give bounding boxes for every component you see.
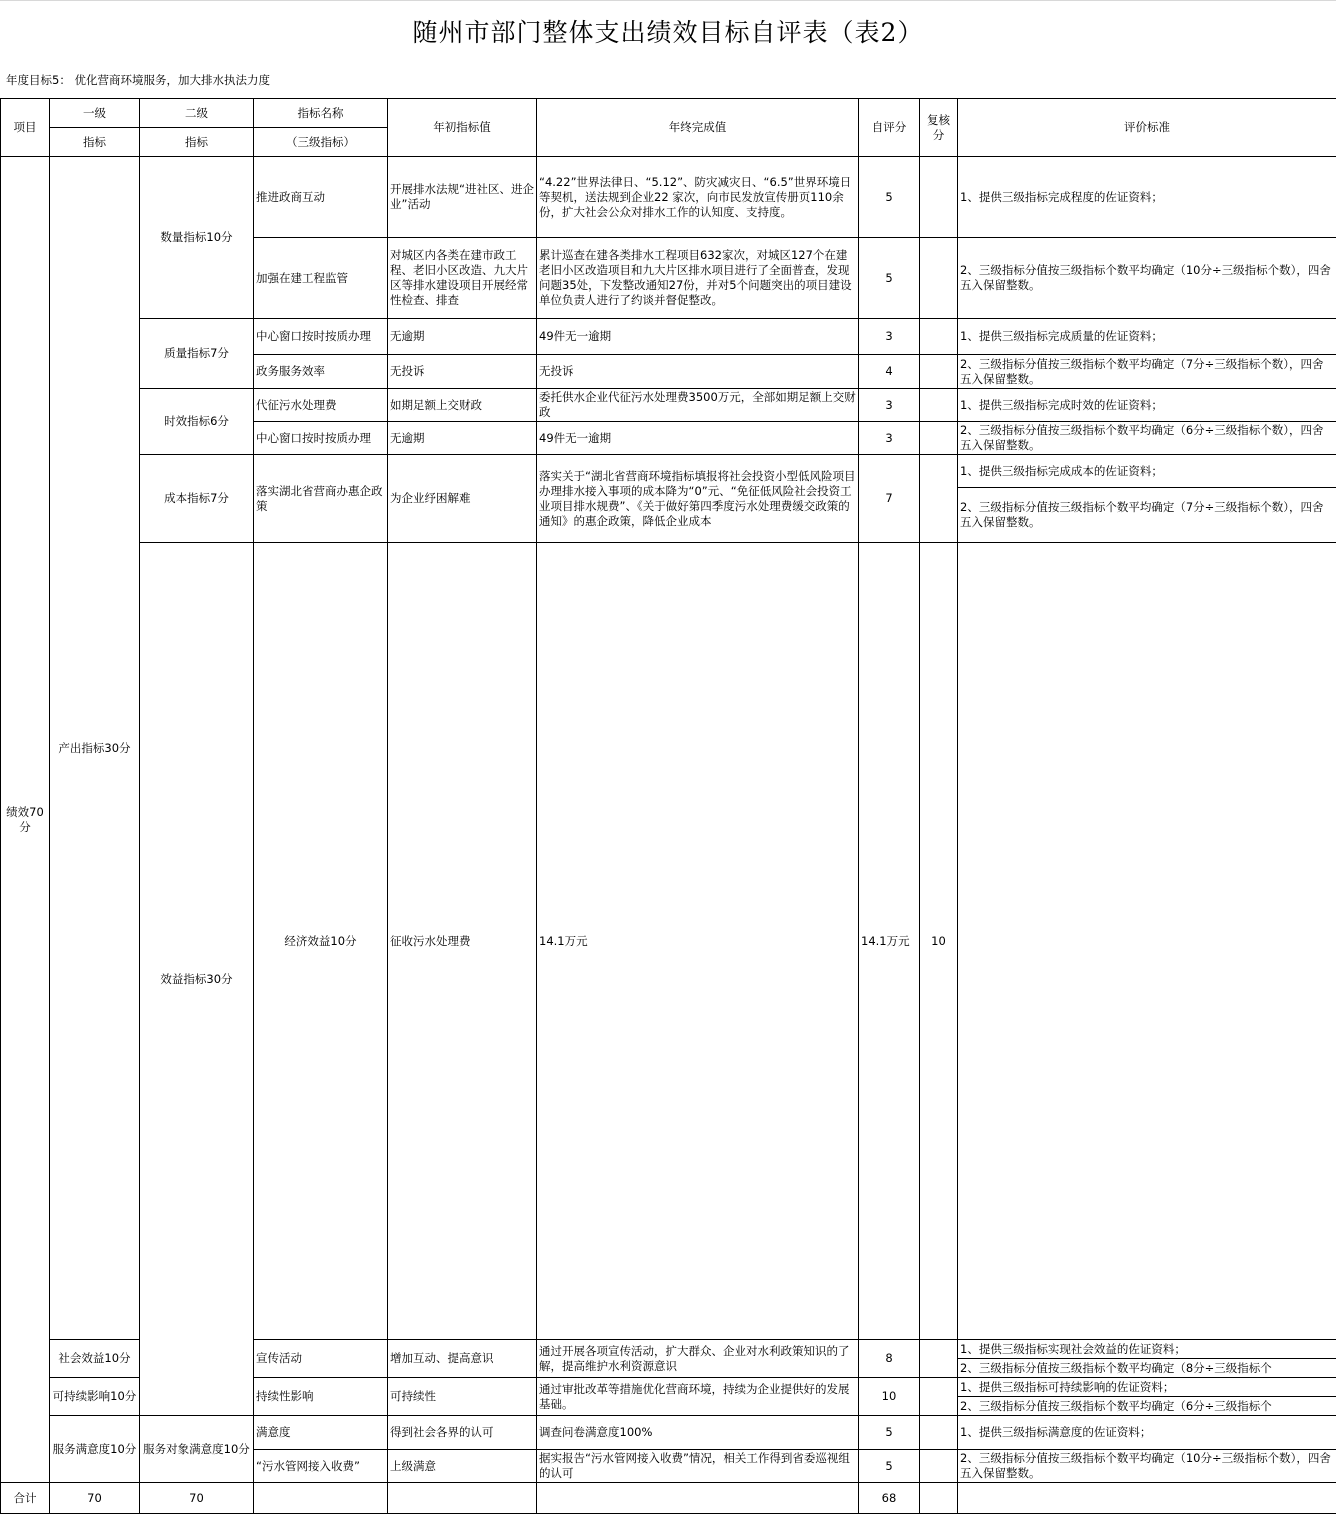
- final-value: “4.22”世界法律日、“5.12”、防灾减灾日、“6.5”世界环境日等契机，送法规到企业22 家次，向市民发放宣传册页110余份，扩大社会公众对排水工作的认知度、支持度。: [537, 157, 859, 238]
- self-score: 5: [859, 1416, 920, 1450]
- page-title: 随州市部门整体支出绩效目标自评表（表2）: [0, 0, 1336, 62]
- header-level1-top: 一级: [50, 99, 140, 128]
- perf-category: 绩效70分: [1, 157, 50, 1483]
- initial-value: 增加互动、提高意识: [388, 1340, 537, 1378]
- criteria-text: 2、三级指标分值按三级指标个数平均确定（10分÷三级指标个数），四舍五入保留整数。: [958, 1450, 1336, 1483]
- header-review: 复核分: [920, 99, 958, 157]
- final-value: 49件无一逾期: [537, 422, 859, 455]
- total-initial: [388, 1483, 537, 1514]
- initial-value: 无逾期: [388, 319, 537, 355]
- initial-value: 可持续性: [388, 1378, 537, 1416]
- final-value: 通过开展各项宣传活动，扩大群众、企业对水利政策知识的了解，提高维护水利资源意识: [537, 1340, 859, 1378]
- service-category: 服务满意度10分: [50, 1416, 140, 1483]
- review-score: [920, 455, 958, 543]
- self-score: 4: [859, 355, 920, 389]
- total-self-score: 68: [859, 1483, 920, 1514]
- criteria-text: 1、提供三级指标可持续影响的佐证资料；: [958, 1378, 1336, 1397]
- sub-cost: 成本指标7分: [140, 455, 254, 543]
- indicator-name: 持续性影响: [254, 1378, 388, 1416]
- indicator-name: 政务服务效率: [254, 355, 388, 389]
- final-value: 调查问卷满意度100%: [537, 1416, 859, 1450]
- review-score: [920, 355, 958, 389]
- total-criteria: [958, 1483, 1336, 1514]
- indicator-name: 中心窗口按时按质办理: [254, 319, 388, 355]
- criteria-text: 2、三级指标分值按三级指标个数平均确定（10分÷三级指标个数），四舍五入保留整数。: [958, 238, 1336, 319]
- evaluation-table: [0, 98, 1336, 1514]
- initial-value: 无逾期: [388, 422, 537, 455]
- initial-value: 无投诉: [388, 355, 537, 389]
- total-label: 合计: [1, 1483, 50, 1514]
- self-score: 10: [920, 543, 958, 1340]
- sub-quantity: 数量指标10分: [140, 157, 254, 319]
- header-criteria: 评价标准: [958, 99, 1336, 157]
- criteria-text: 1、提供三级指标完成时效的佐证资料；: [958, 389, 1336, 422]
- indicator-name: 推进政商互动: [254, 157, 388, 238]
- self-score: 7: [859, 455, 920, 543]
- sub-sustain: 可持续影响10分: [50, 1378, 140, 1416]
- header-name-bottom: （三级指标）: [254, 128, 388, 157]
- sub-social: 社会效益10分: [50, 1340, 140, 1378]
- indicator-name: 征收污水处理费: [388, 543, 537, 1340]
- criteria-text: 2、三级指标分值按三级指标个数平均确定（8分÷三级指标个: [958, 1359, 1336, 1378]
- criteria-text: 1、提供三级指标满意度的佐证资料；: [958, 1416, 1336, 1450]
- self-score: 3: [859, 319, 920, 355]
- criteria-text: 2、三级指标分值按三级指标个数平均确定（6分÷三级指标个: [958, 1397, 1336, 1416]
- review-score: [920, 1416, 958, 1450]
- initial-value: 上级满意: [388, 1450, 537, 1483]
- header-level1-bottom: 指标: [50, 128, 140, 157]
- header-self-score: 自评分: [859, 99, 920, 157]
- review-score: [920, 422, 958, 455]
- criteria-text: 2、三级指标分值按三级指标个数平均确定（7分÷三级指标个数），四舍五入保留整数。: [958, 355, 1336, 389]
- self-score: 3: [859, 389, 920, 422]
- final-value: 委托供水企业代征污水处理费3500万元，全部如期足额上交财政: [537, 389, 859, 422]
- output-category: 产出指标30分: [50, 157, 140, 1340]
- indicator-name: 代征污水处理费: [254, 389, 388, 422]
- header-name-top: 指标名称: [254, 99, 388, 128]
- final-value: 无投诉: [537, 355, 859, 389]
- review-score: [920, 1450, 958, 1483]
- self-score: 5: [859, 1450, 920, 1483]
- initial-value: 为企业纾困解难: [388, 455, 537, 543]
- sub-timeliness: 时效指标6分: [140, 389, 254, 455]
- indicator-name: 加强在建工程监管: [254, 238, 388, 319]
- total-review: [920, 1483, 958, 1514]
- total-final: [537, 1483, 859, 1514]
- indicator-name: “污水管网接入收费”: [254, 1450, 388, 1483]
- initial-value: 开展排水法规“进社区、进企业”活动: [388, 157, 537, 238]
- initial-value: 如期足额上交财政: [388, 389, 537, 422]
- final-value: 落实关于“湖北省营商环境指标填报将社会投资小型低风险项目办理排水接入事项的成本降为“0”元、“免征低风险社会投资工业项目排水规费”、《关于做好第四季度污水处理费缓交政策的通知》的惠企政策，降低企业成本: [537, 455, 859, 543]
- review-score: [920, 157, 958, 238]
- final-value: 通过审批改革等措施优化营商环境，持续为企业提供好的发展基础。: [537, 1378, 859, 1416]
- sub-economic: 经济效益10分: [254, 543, 388, 1340]
- header-level2-top: 二级: [140, 99, 254, 128]
- indicator-name: 宣传活动: [254, 1340, 388, 1378]
- total-level1: 70: [50, 1483, 140, 1514]
- annual-goal: 年度目标5： 优化营商环境服务，加大排水执法力度: [0, 62, 1336, 98]
- self-score: 10: [859, 1378, 920, 1416]
- header-initial: 年初指标值: [388, 99, 537, 157]
- sub-service-object: 服务对象满意度10分: [140, 1416, 254, 1483]
- review-score: [920, 319, 958, 355]
- indicator-name: 满意度: [254, 1416, 388, 1450]
- header-item: 项目: [1, 99, 50, 157]
- criteria-text: 1、提供三级指标完成成本的佐证资料；: [958, 455, 1336, 488]
- benefit-category: 效益指标30分: [140, 543, 254, 1416]
- initial-value: 对城区内各类在建市政工程、老旧小区改造、九大片区等排水建设项目开展经常性检查、排查: [388, 238, 537, 319]
- review-score: [920, 238, 958, 319]
- review-score: [920, 389, 958, 422]
- self-score: 5: [859, 157, 920, 238]
- review-score: [958, 543, 1336, 1340]
- final-value: 累计巡查在建各类排水工程项目632家次，对城区127个在建老旧小区改造项目和九大片区排水项目进行了全面普查，发现问题35处，下发整改通知27份，并对5个问题突出的项目建设单位负责人进行了约谈并督促整改。: [537, 238, 859, 319]
- criteria-text: 1、提供三级指标完成程度的佐证资料；: [958, 157, 1336, 238]
- self-score: 3: [859, 422, 920, 455]
- header-final: 年终完成值: [537, 99, 859, 157]
- self-score: 5: [859, 238, 920, 319]
- criteria-text: 1、提供三级指标实现社会效益的佐证资料；: [958, 1340, 1336, 1359]
- final-value: 14.1万元: [859, 543, 920, 1340]
- initial-value: 得到社会各界的认可: [388, 1416, 537, 1450]
- total-level2: 70: [140, 1483, 254, 1514]
- review-score: [920, 1378, 958, 1416]
- header-level2-bottom: 指标: [140, 128, 254, 157]
- initial-value: 14.1万元: [537, 543, 859, 1340]
- criteria-text: 2、三级指标分值按三级指标个数平均确定（7分÷三级指标个数），四舍五入保留整数。: [958, 488, 1336, 543]
- indicator-name: 中心窗口按时按质办理: [254, 422, 388, 455]
- total-name: [254, 1483, 388, 1514]
- criteria-text: 2、三级指标分值按三级指标个数平均确定（6分÷三级指标个数），四舍五入保留整数。: [958, 422, 1336, 455]
- review-score: [920, 1340, 958, 1378]
- sub-quality: 质量指标7分: [140, 319, 254, 389]
- indicator-name: 落实湖北省营商办惠企政策: [254, 455, 388, 543]
- final-value: 据实报告“污水管网接入收费”情况，相关工作得到省委巡视组的认可: [537, 1450, 859, 1483]
- final-value: 49件无一逾期: [537, 319, 859, 355]
- criteria-text: 1、提供三级指标完成质量的佐证资料；: [958, 319, 1336, 355]
- self-score: 8: [859, 1340, 920, 1378]
